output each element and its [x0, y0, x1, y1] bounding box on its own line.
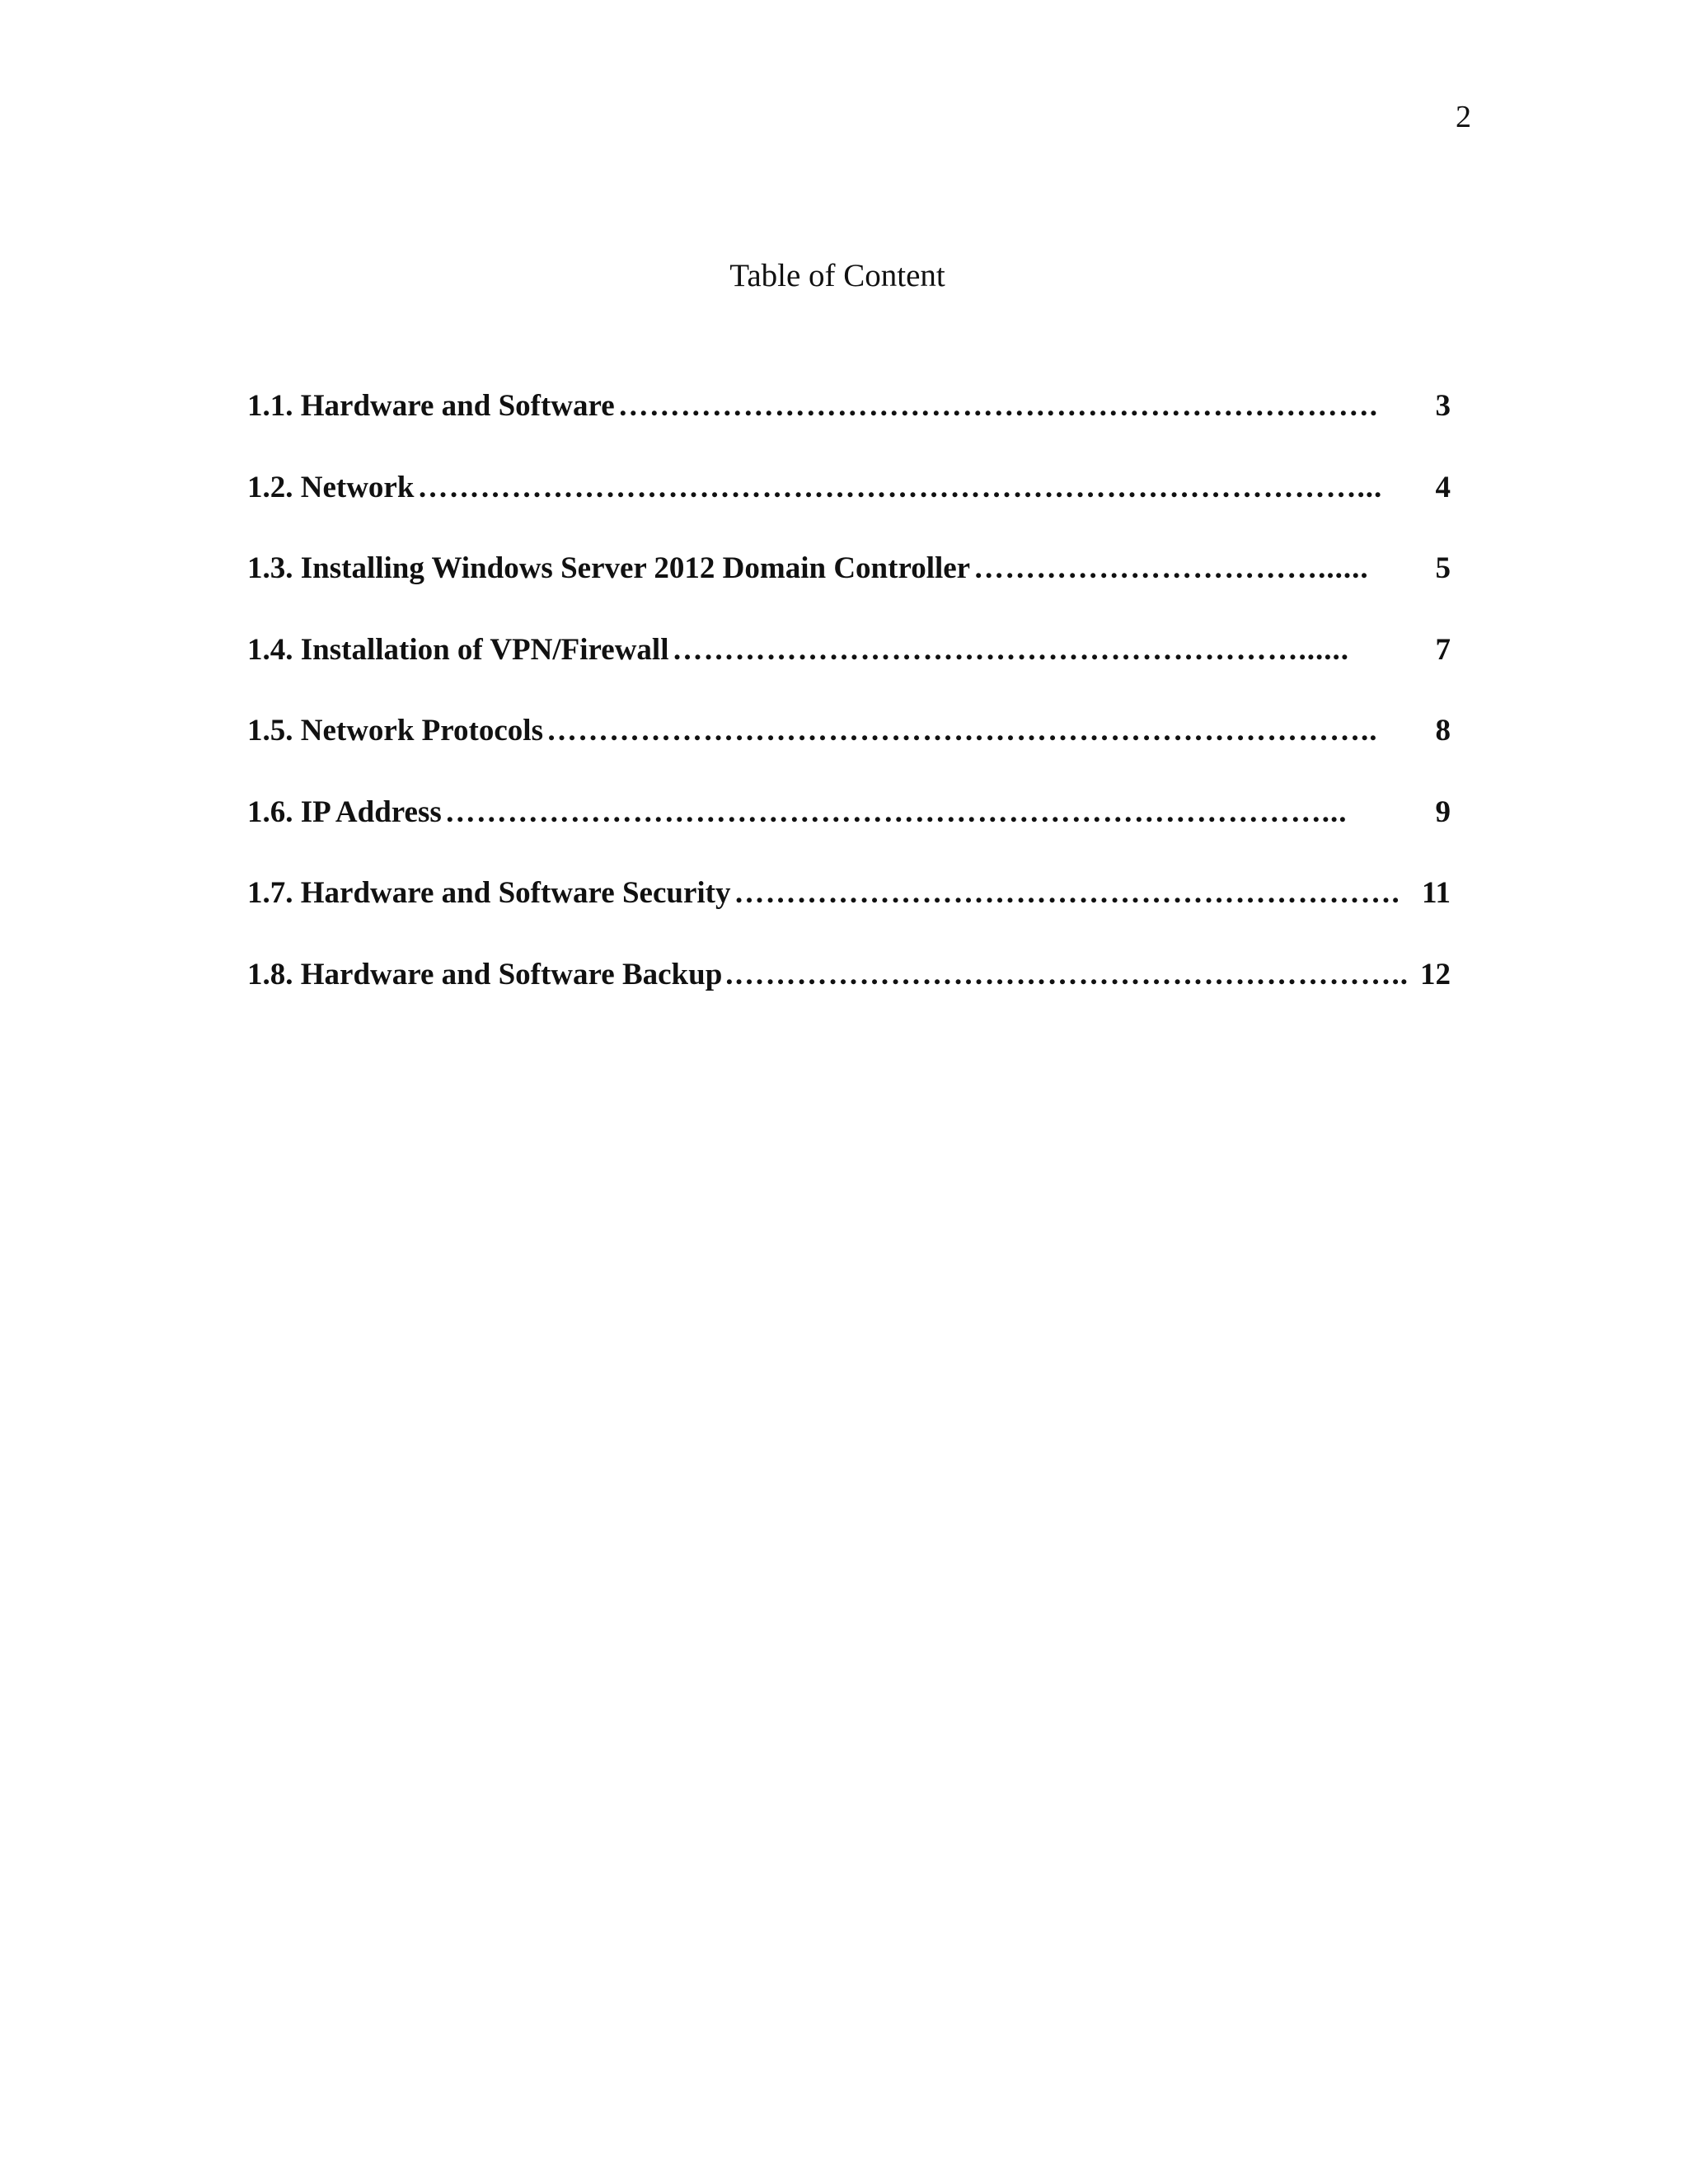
toc-entry-leader: ……………………………………………………………………..	[546, 714, 1378, 748]
table-of-contents	[247, 386, 1451, 1035]
toc-entry-leader: ……………………………………………………......	[672, 632, 1349, 667]
toc-entry-page-number: 9	[1435, 794, 1451, 829]
toc-entry-leader: ………………………………………………………………………………...	[417, 470, 1383, 504]
toc-entry-1-8[interactable]	[247, 954, 1451, 1036]
toc-entry-1-2[interactable]	[247, 467, 1451, 549]
toc-entry-page-number: 3	[1435, 389, 1451, 423]
toc-entry-leader: ……………………………………………………………….	[617, 389, 1378, 423]
toc-entry-label: 1.1. Hardware and Software	[247, 389, 615, 423]
toc-entry-page-number: 7	[1435, 632, 1451, 667]
toc-entry-1-1[interactable]	[247, 386, 1451, 467]
toc-entry-label: 1.2. Network	[247, 470, 415, 504]
toc-entry-1-3[interactable]	[247, 548, 1451, 630]
page-title: Table of Content	[729, 258, 945, 293]
toc-entry-page-number: 5	[1435, 551, 1451, 585]
toc-entry-1-7[interactable]	[247, 873, 1451, 954]
toc-entry-1-6[interactable]	[247, 792, 1451, 874]
toc-entry-1-4[interactable]	[247, 630, 1451, 711]
toc-entry-page-number: 8	[1435, 714, 1451, 748]
toc-entry-page-number: 12	[1420, 957, 1451, 991]
toc-entry-label: 1.8. Hardware and Software Backup	[247, 957, 723, 991]
toc-entry-label: 1.5. Network Protocols	[247, 714, 543, 748]
toc-entry-page-number: 11	[1422, 876, 1451, 910]
toc-entry-label: 1.6. IP Address	[247, 794, 442, 829]
toc-entry-page-number: 4	[1435, 470, 1451, 504]
toc-entry-label: 1.7. Hardware and Software Security	[247, 876, 731, 910]
toc-entry-leader: .………………………………………………………..	[725, 957, 1409, 991]
toc-entry-leader: …………………………………………………………………………...	[444, 794, 1348, 829]
toc-entry-label: 1.3. Installing Windows Server 2012 Domain Controller	[247, 551, 971, 585]
toc-entry-label: 1.4. Installation of VPN/Firewall	[247, 632, 669, 667]
toc-entry-leader: ……………………………………………………….	[734, 876, 1400, 910]
toc-entry-leader: ……………………………......	[973, 551, 1369, 585]
toc-entry-1-5[interactable]	[247, 710, 1451, 792]
page-number: 2	[1456, 100, 1471, 134]
